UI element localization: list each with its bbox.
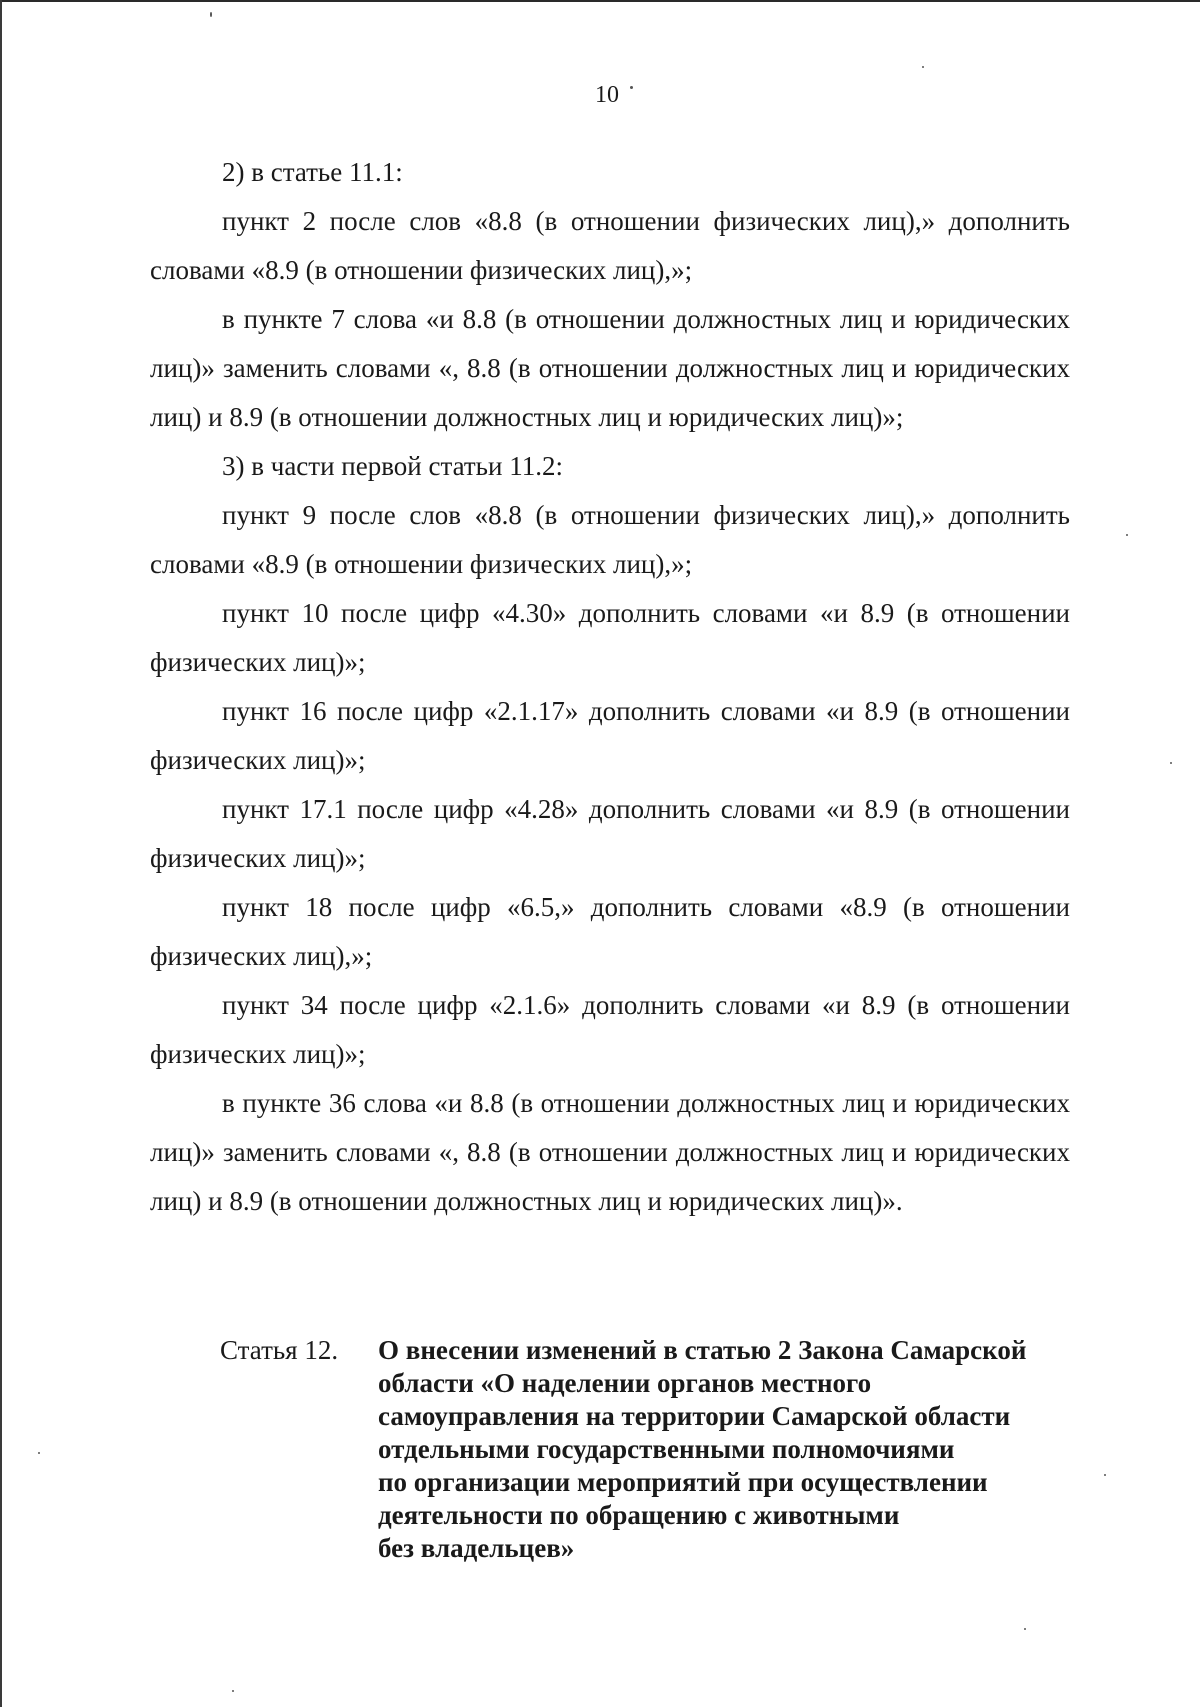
article-title-line: отдельными государственными полномочиями xyxy=(378,1434,955,1464)
scan-left-edge xyxy=(0,0,2,1707)
scan-speck xyxy=(1024,1628,1026,1630)
scan-speck xyxy=(210,12,212,17)
article-title-line: по организации мероприятий при осуществлении xyxy=(378,1467,988,1497)
scan-top-edge xyxy=(0,0,1200,2)
paragraph-point-10: пункт 10 после цифр «4.30» дополнить словами «и 8.9 (в отношении физических лиц)»; xyxy=(150,598,1070,677)
paragraph-point-17-1: пункт 17.1 после цифр «4.28» дополнить словами «и 8.9 (в отношении физических лиц)»; xyxy=(150,794,1070,873)
paragraph-point-2: пункт 2 после слов «8.8 (в отношении физических лиц),» дополнить словами «8.9 (в отношении физических лиц),»; xyxy=(150,206,1070,285)
paragraph-point-36: в пункте 36 слова «и 8.8 (в отношении должностных лиц и юридических лиц)» заменить словами «, 8.8 (в отношении должностных лиц и юридических лиц) и 8.9 (в отношении должностных лиц и юридических лиц)». xyxy=(150,1088,1070,1216)
article-title-line: О внесении изменений в статью 2 Закона Самарской xyxy=(378,1335,1027,1365)
scan-speck xyxy=(1170,762,1172,764)
body-text xyxy=(150,148,1070,1226)
paragraph-item-3: 3) в части первой статьи 11.2: xyxy=(222,451,563,481)
scan-speck xyxy=(38,1452,40,1454)
paragraph-item-2: 2) в статье 11.1: xyxy=(222,157,403,187)
scan-speck xyxy=(1104,1474,1106,1476)
paragraph-point-16: пункт 16 после цифр «2.1.17» дополнить словами «и 8.9 (в отношении физических лиц)»; xyxy=(150,696,1070,775)
page-number: 10 xyxy=(595,82,619,108)
article-title xyxy=(378,1334,1078,1565)
scan-speck xyxy=(630,86,633,89)
article-title-line: области «О наделении органов местного xyxy=(378,1368,872,1398)
article-title-line: самоуправления на территории Самарской области xyxy=(378,1401,1011,1431)
scan-speck xyxy=(232,1690,234,1692)
paragraph-point-9: пункт 9 после слов «8.8 (в отношении физических лиц),» дополнить словами «8.9 (в отношении физических лиц),»; xyxy=(150,500,1070,579)
paragraph-point-18: пункт 18 после цифр «6.5,» дополнить словами «8.9 (в отношении физических лиц),»; xyxy=(150,892,1070,971)
paragraph-point-34: пункт 34 после цифр «2.1.6» дополнить словами «и 8.9 (в отношении физических лиц)»; xyxy=(150,990,1070,1069)
article-label: Статья 12. xyxy=(220,1335,339,1365)
scan-speck xyxy=(1126,534,1128,536)
paragraph-point-7: в пункте 7 слова «и 8.8 (в отношении должностных лиц и юридических лиц)» заменить словами «, 8.8 (в отношении должностных лиц и юридических лиц) и 8.9 (в отношении должностных лиц и юридических лиц)»; xyxy=(150,304,1070,432)
article-title-line: без владельцев» xyxy=(378,1533,575,1563)
scan-speck xyxy=(922,66,924,68)
article-title-line: деятельности по обращению с животными xyxy=(378,1500,900,1530)
